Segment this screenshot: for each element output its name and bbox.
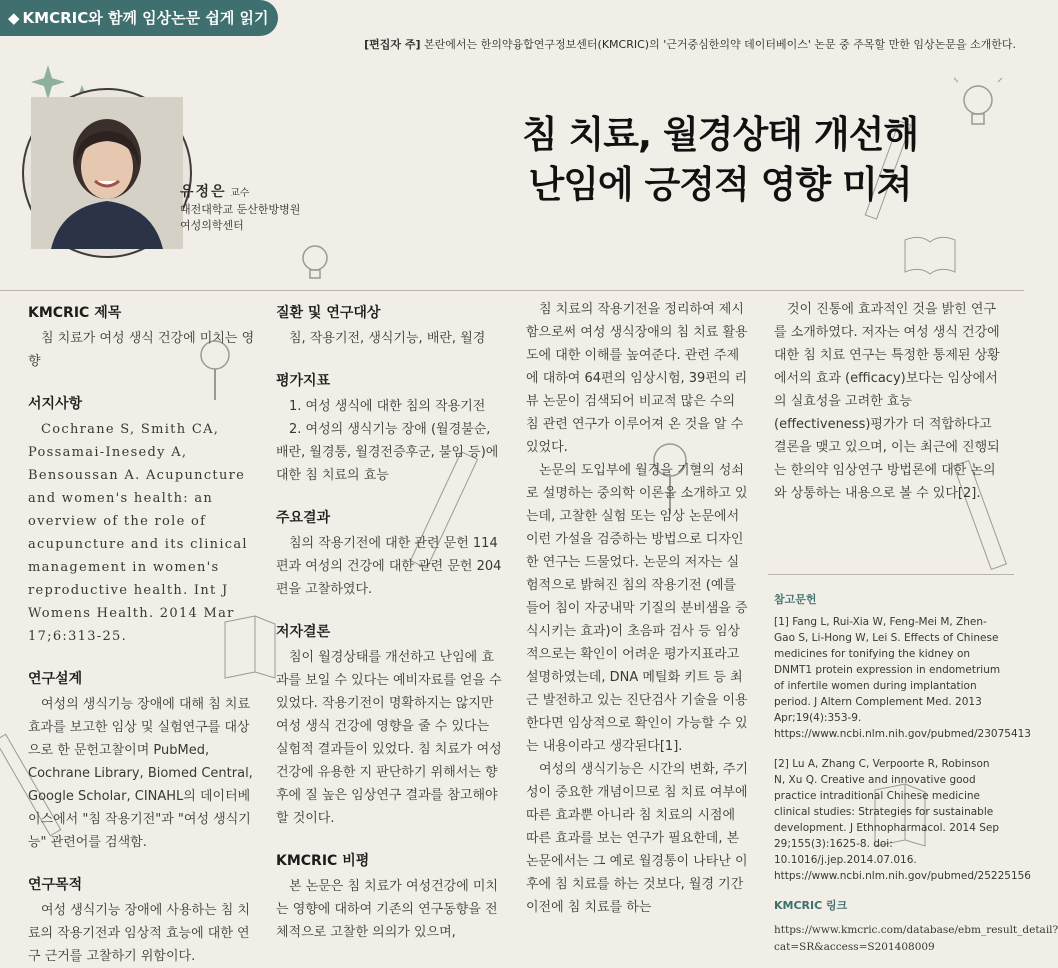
section-heading-design: 연구설계 <box>28 671 83 687</box>
section-heading-conclusion: 저자결론 <box>276 624 331 640</box>
diamond-icon: ◆ <box>8 9 20 27</box>
section-heading-citation: 서지사항 <box>28 396 83 412</box>
column-3 <box>526 298 750 919</box>
eval-item-2: 2. 여성의 생식기능 장애 (월경불순, 배란, 월경통, 월경전증후군, 불임 등)에 대한 침 치료의 효능 <box>276 422 499 483</box>
person-silhouette-icon <box>31 97 183 249</box>
reference-1: [1] Fang L, Rui-Xia W, Feng-Mei M, Zhen-Gao S, Li-Hong W, Lei S. Effects of Chinese medicines for tonifying the kidney on DNMT1 protein expression in endometrium of infertile women during implantation period. J Altern Complement Med. 2013 Apr;19(4):353-9. https://www.ncbi.nlm.nih.gov/pubmed/23075413 <box>774 616 1031 740</box>
section-heading-eval: 평가지표 <box>276 373 331 389</box>
series-tag-label: KMCRIC와 함께 임상논문 쉽게 읽기 <box>22 9 269 27</box>
author-affiliation-1: 대전대학교 둔산한방병원 <box>180 203 301 216</box>
section-heading-results: 주요결과 <box>276 510 331 526</box>
author-name: 유정은 <box>180 184 227 200</box>
section-heading-kmcric-title: KMCRIC 제목 <box>28 305 122 321</box>
kmcric-title-text: 침 치료가 여성 생식 건강에 미치는 영향 <box>28 331 255 369</box>
headline-line-1: 침 치료, 월경상태 개선해 <box>521 113 919 156</box>
header-divider <box>0 290 1024 291</box>
review-text: 본 논문은 침 치료가 여성건강에 미치는 영향에 대하여 기존의 연구동향을 전체적으로 고찰한 의의가 있으며, <box>276 879 499 940</box>
book-icon <box>900 230 960 280</box>
section-heading-disease: 질환 및 연구대상 <box>276 305 381 321</box>
author-portrait <box>22 88 192 258</box>
conclusion-text: 침이 월경상태를 개선하고 난임에 효과를 보일 수 있다는 예비자료를 얻을 수 있었다. 작용기전이 명확하지는 않지만 여성 생식 건강에 영향을 줄 수 있다는 실험적 결과들이 있었다. 침 치료가 여성건강에 유용한 지 판단하기 위해서는 향후에 질 높은 임상연구 결과를 참고해야 할 것이다. <box>276 650 502 826</box>
reference-2: [2] Lu A, Zhang C, Verpoorte R, Robinson N, Xu Q. Creative and innovative good practice intraditional Chinese medicine clinical studies: Strategies for sustainable development. J Ethnopharmacol. 2014 Sep 29;155(3):1625-8. doi: 10.1016/j.jep.2014.07.016. https://www.ncbi.nlm.nih.gov/pubmed/25225156 <box>774 758 1031 882</box>
disease-text: 침, 작용기전, 생식기능, 배란, 월경 <box>289 331 486 346</box>
editor-note <box>364 36 1016 52</box>
column-2 <box>276 298 504 944</box>
references-divider <box>768 574 1014 575</box>
lightbulb-icon-2 <box>285 232 345 292</box>
section-heading-review: KMCRIC 비평 <box>276 853 370 869</box>
eval-item-1: 1. 여성 생식에 대한 침의 작용기전 <box>289 399 486 414</box>
series-tag <box>0 0 278 36</box>
review-paragraph-4: 것이 진통에 효과적인 것을 밝힌 연구를 소개하였다. 저자는 여성 생식 건강에 대한 침 치료 연구는 특정한 통제된 상황에서의 효과 (efficacy)보다는 임상에서의 실효성을 고려한 효능(effectiveness)평가가 더 적합하다고 결론을 맺고 있으며, 이는 최근에 진행되는 한의약 임상연구 방법론에 대한 논의와 상통하는 내용으로 볼 수 있다[2]. <box>774 302 1000 501</box>
author-info <box>180 184 350 234</box>
references-heading: 참고문헌 <box>774 593 817 606</box>
column-4 <box>774 298 1000 505</box>
review-paragraph-1: 침 치료의 작용기전을 정리하여 제시함으로써 여성 생식장애의 침 치료 활용도에 대한 이해를 높여준다. 관련 주제에 대하여 64편의 임상시험, 39편의 리뷰 논문이 검색되어 비교적 많은 수의 침 관련 연구가 이루어져 온 것을 알 수 있었다. <box>526 302 748 455</box>
citation-text: Cochrane S, Smith CA, Possamai-Inesedy A, Bensoussan A. Acupuncture and women's health: an overview of the role of acupuncture and its clinical management in women's reproductive health. Int J Womens Health. 2014 Mar 17;6:313-25. <box>28 422 248 644</box>
references-block <box>774 592 1058 956</box>
editor-note-text: 본란에서는 한의약융합연구정보센터(KMCRIC)의 '근거중심한의약 데이터베이스' 논문 중 주목할 만한 임상논문을 소개한다. <box>424 38 1016 51</box>
headline <box>440 110 1000 210</box>
author-affiliation-2: 여성의학센터 <box>180 219 244 232</box>
review-paragraph-3: 여성의 생식기능은 시간의 변화, 주기성이 중요한 개념이므로 침 치료 여부에 따른 효과뿐 아니라 침 치료의 시점에 따른 효과를 보는 연구가 필요한데, 본 논문에서는 그 예로 월경통이 나타난 이후에 침 치료를 하는 것보다, 월경 기간 이전에 침 치료를 하는 <box>526 762 749 915</box>
column-1 <box>28 298 258 968</box>
section-heading-purpose: 연구목적 <box>28 877 83 893</box>
author-title: 교수 <box>230 188 250 199</box>
design-text: 여성의 생식기능 장애에 대해 침 치료 효과를 보고한 임상 및 실험연구를 대상으로 한 문헌고찰이며 PubMed, Cochrane Library, Biomed Central, Google Scholar, CINAHL의 데이터베이스에서 "침 작용기전"과 "여성 생식기능" 관련어를 검색함. <box>28 697 253 850</box>
kmcric-link[interactable]: https://www.kmcric.com/database/ebm_result_detail?cat=SR&access=S201408009 <box>774 924 1058 953</box>
editor-note-label: [편집자 주] <box>364 38 421 51</box>
review-paragraph-2: 논문의 도입부에 월경을 기혈의 성쇠로 설명하는 중의학 이론을 소개하고 있는데, 고찰한 실험 또는 임상 논문에서 이런 가설을 검증하는 방법으로 디자인한 연구는 드물었다. 논문의 저자는 실험적으로 밝혀진 침의 작용기전 (예를 들어 침이 자궁내막 기질의 분비샘을 증식시키는 효과)이 초음파 검사 등 임상적으로는 확인이 어려운 평가지표라고 설명하였는데, DNA 메틸화 키트 등 최근 발전하고 있는 진단검사 기술을 이용한다면 임상적으로 확인이 가능할 수 있는 내용이라고 생각된다[1]. <box>526 463 748 754</box>
author-photo <box>31 97 183 249</box>
purpose-text: 여성 생식기능 장애에 사용하는 침 치료의 작용기전과 임상적 효능에 대한 연구 근거를 고찰하기 위함이다. <box>28 903 251 964</box>
results-text: 침의 작용기전에 대한 관련 문헌 114편과 여성의 건강에 대한 관련 문헌 204편을 고찰하였다. <box>276 536 502 597</box>
kmcric-link-heading: KMCRIC 링크 <box>774 899 848 912</box>
headline-line-2: 난임에 긍정적 영향 미쳐 <box>528 163 912 206</box>
